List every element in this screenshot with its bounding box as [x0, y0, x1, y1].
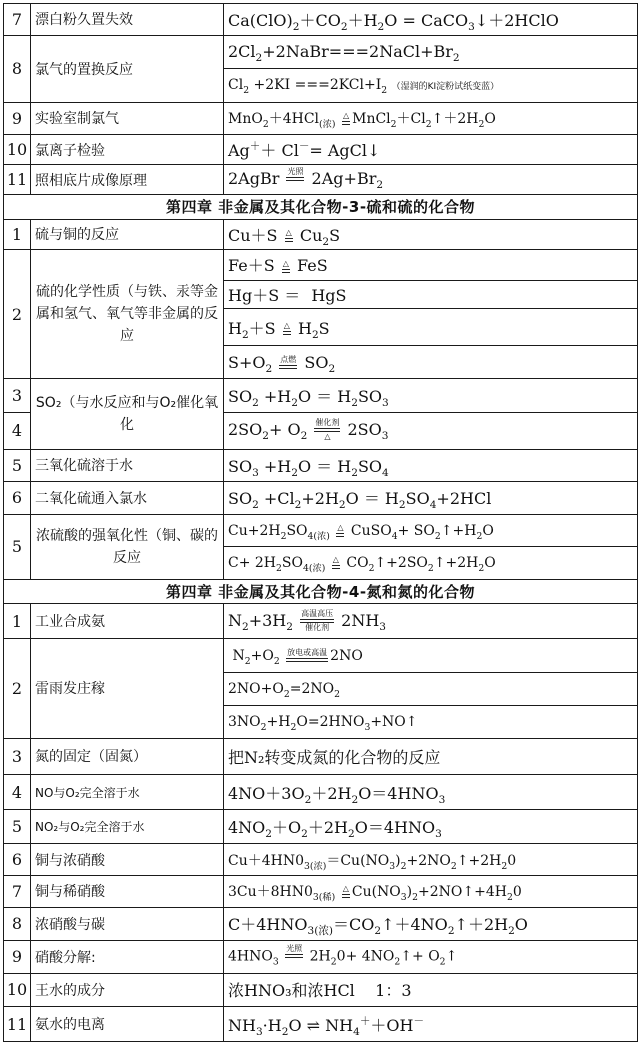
equation: $N_2+3H_2$ 高温高压 催化剂 $2NH_3$	[224, 604, 638, 639]
equation: Ag＋＋ Cl－= AgCl↓	[224, 135, 638, 165]
equation: $N_2+O_2$ 放电或高温 2NO	[224, 638, 638, 673]
reaction-name: 漂白粉久置失效	[31, 4, 224, 36]
row-number: 6	[4, 482, 31, 515]
reaction-name: 照相底片成像原理	[31, 164, 224, 195]
row-number: 10	[4, 973, 31, 1007]
condition-arrow: △	[340, 112, 352, 126]
equation: 把N₂转变成氮的化合物的反应	[224, 738, 638, 775]
reaction-name: 浓硝酸与碳	[31, 907, 224, 941]
reaction-name: 二氧化硫通入氯水	[31, 482, 224, 515]
equation: $SO_2 +Cl_2+2H_2O = H_2SO_4+2HCl$	[224, 482, 638, 515]
reaction-name: 铜与浓硝酸	[31, 844, 224, 876]
row-number: 4	[4, 413, 31, 450]
condition-arrow: △	[330, 556, 342, 570]
row-number: 7	[4, 4, 31, 36]
row-number: 6	[4, 844, 31, 876]
row-number: 3	[4, 379, 31, 413]
reaction-name: 硫与铜的反应	[31, 219, 224, 250]
row-number: 1	[4, 219, 31, 250]
row-number: 2	[4, 638, 31, 738]
row-number: 4	[4, 775, 31, 810]
reaction-name: 氯气的置换反应	[31, 35, 224, 102]
condition-arrow: △	[340, 885, 352, 899]
condition-arrow: 放电或高温	[284, 649, 330, 663]
reaction-name: 氯离子检验	[31, 135, 224, 165]
equation: $NH_3\cdot H_2O$ ⇌ $NH_4^++OH^-$	[224, 1007, 638, 1042]
condition-arrow: △	[281, 322, 293, 336]
equation: 浓HNO₃和浓HCl 1：3	[224, 973, 638, 1007]
row-number: 3	[4, 738, 31, 775]
row-number: 9	[4, 102, 31, 135]
equation: $S+O_2$ 点燃 $SO_2$	[224, 345, 638, 379]
row-number: 5	[4, 809, 31, 844]
equation: $Cu+2H_2SO_{4(浓)}$ △ CuSO$_4$+ $SO_2↑+H_2O$	[224, 514, 638, 547]
row-number: 11	[4, 1007, 31, 1042]
equation: $C+ 2H_2SO_{4(浓)}$ △ $CO_2↑+2SO_2↑+2H_2O$	[224, 547, 638, 580]
equation: MnO$_2$＋4HCl$_{(浓)}$ △ $MnCl_2+Cl_2↑+2H_2O$	[224, 102, 638, 135]
equation: Cu＋S △ $Cu_2S$	[224, 219, 638, 250]
reaction-name: 实验室制氯气	[31, 102, 224, 135]
condition-arrow: △	[334, 524, 346, 538]
reaction-name: 硝酸分解:	[31, 941, 224, 974]
row-number: 7	[4, 875, 31, 907]
condition-arrow: 光照	[284, 168, 306, 191]
condition-arrow: 催化剂 △	[315, 418, 340, 442]
row-number: 8	[4, 35, 31, 102]
equation: Fe＋S △ FeS	[224, 250, 638, 281]
section-header: 第四章 非金属及其化合物-3-硫和硫的化合物	[4, 195, 638, 219]
equation: $SO_3 +H_2O = H_2SO_4$	[224, 449, 638, 482]
row-number: 5	[4, 514, 31, 579]
equation: $Ca(ClO)_2+CO_2+H_2O$ = CaCO$_3$↓＋2HClO	[224, 4, 638, 36]
reaction-name: 王水的成分	[31, 973, 224, 1007]
reaction-table	[3, 3, 638, 1042]
reaction-name: 雷雨发庄稼	[31, 638, 224, 738]
equation: $4HNO_3$ 光照 $2H_20+$ $4NO_2↑+$ $O_2↑$	[224, 941, 638, 974]
row-number: 10	[4, 135, 31, 165]
condition-arrow: 点燃	[277, 356, 299, 370]
reaction-name: 浓硫酸的强氧化性（铜、碳的反应	[31, 514, 224, 579]
condition-arrow: △	[283, 229, 295, 243]
equation: $3NO_2+H_2O=2HNO_3+NO↑$	[224, 706, 638, 739]
equation: 2AgBr 光照 $2Ag+Br_2$	[224, 164, 638, 195]
equation: $Cu+4HN0_{3(浓)}=Cu(NO_3)_2+2NO_2↑+2H_20$	[224, 844, 638, 876]
reaction-name: 工业合成氨	[31, 604, 224, 639]
condition-arrow: 光照	[283, 945, 305, 968]
equation: $2NO+O_2=2NO_2$	[224, 673, 638, 706]
equation: Hg＋S ＝ HgS	[224, 280, 638, 308]
equation: $4NO+3O_2+2H_2O=4HNO_3$	[224, 775, 638, 810]
reaction-name: SO₂（与水反应和与O₂催化氧化	[31, 379, 224, 449]
equation: $H_2+S$ △ $H_2S$	[224, 309, 638, 346]
condition-arrow: △	[280, 260, 292, 274]
equation: $3Cu+8HN0_{3(稀)}$ △ $Cu(NO_3)_2+2NO↑+4H_20$	[224, 875, 638, 907]
condition-arrow: 高温高压 催化剂	[301, 608, 334, 632]
equation: $4NO_2+O_2+2H_2O=4HNO_3$	[224, 809, 638, 844]
equation: $2SO_2+ O_2$ 催化剂 △ $2SO_3$	[224, 413, 638, 450]
reaction-name: NO与O₂完全溶于水	[31, 775, 224, 810]
row-number: 9	[4, 941, 31, 974]
reaction-name: 三氧化硫溶于水	[31, 449, 224, 482]
reaction-name: 铜与稀硝酸	[31, 875, 224, 907]
reaction-name: 硫的化学性质（与铁、汞等金属和氢气、氧气等非金属的反应	[31, 250, 224, 379]
row-number: 11	[4, 164, 31, 195]
row-number: 2	[4, 250, 31, 379]
section-header: 第四章 非金属及其化合物-4-氮和氮的化合物	[4, 579, 638, 603]
reaction-name: 氮的固定（固氮）	[31, 738, 224, 775]
row-number: 1	[4, 604, 31, 639]
equation: $SO_2 +H_2O = H_2SO_3$	[224, 379, 638, 413]
row-number: 8	[4, 907, 31, 941]
reaction-name: 氨水的电离	[31, 1007, 224, 1042]
equation-note: （湿润的KI淀粉试纸变蓝）	[391, 82, 500, 93]
equation: $Cl_2 +2KI ===2KCl+I_2$ （湿润的KI淀粉试纸变蓝）	[224, 69, 638, 103]
equation: $2Cl_2+2NaBr===2NaCl+Br_2$	[224, 35, 638, 69]
row-number: 5	[4, 449, 31, 482]
reaction-name: NO₂与O₂完全溶于水	[31, 809, 224, 844]
equation: $C+4HNO_{3(浓)}=CO_2↑+4NO_2↑+2H_2O$	[224, 907, 638, 941]
